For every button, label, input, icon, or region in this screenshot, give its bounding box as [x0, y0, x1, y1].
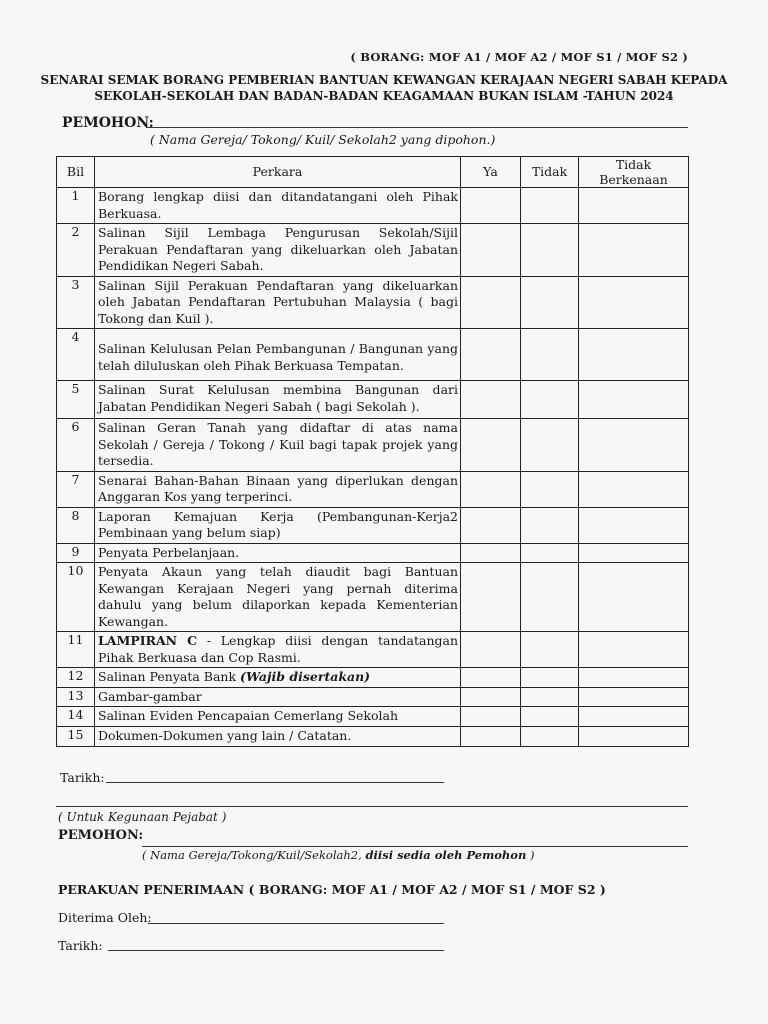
date-label: Tarikh: — [60, 770, 105, 785]
check-cell-ya[interactable] — [461, 632, 521, 668]
row-item-bold-italic: (Wajib disertakan) — [240, 669, 371, 684]
check-cell-ya[interactable] — [461, 507, 521, 543]
row-number: 8 — [57, 507, 95, 543]
received-by-line[interactable] — [148, 923, 444, 924]
row-item — [95, 726, 461, 746]
receipt-date-label: Tarikh: — [58, 938, 103, 953]
header-tidak: Tidak — [521, 157, 579, 188]
row-item-text: Salinan Sijil Lembaga Pengurusan Sekolah/Sijil Perakuan Pendaftaran yang dikeluarkan oleh Jabatan Pendidikan Negeri Sabah. — [98, 225, 458, 273]
check-cell-tidak[interactable] — [521, 668, 579, 688]
row-item — [95, 224, 461, 277]
check-cell-tidak[interactable] — [521, 543, 579, 563]
table-row — [57, 419, 689, 472]
checklist-table — [56, 156, 689, 747]
received-by-label: Diterima Oleh: — [58, 910, 152, 925]
row-number: 4 — [57, 329, 95, 381]
check-cell-ya[interactable] — [461, 668, 521, 688]
row-item-text: Salinan Surat Kelulusan membina Bangunan dari Jabatan Pendidikan Negeri Sabah ( bagi Sekolah ). — [98, 382, 458, 414]
check-cell-ya[interactable] — [461, 543, 521, 563]
row-item-text: Salinan Penyata Bank — [98, 669, 241, 684]
applicant-input-line[interactable] — [146, 127, 688, 128]
row-item-text: Salinan Sijil Perakuan Pendaftaran yang dikeluarkan oleh Jabatan Pendaftaran Pertubuhan Malaysia ( bagi Tokong dan Kuil ). — [98, 277, 458, 326]
check-cell-tidak[interactable] — [521, 687, 579, 707]
row-item — [95, 563, 461, 632]
office-use-label: ( Untuk Kegunaan Pejabat ) — [58, 810, 227, 824]
check-cell-tidak-berkenaan[interactable] — [579, 632, 689, 668]
check-cell-tidak[interactable] — [521, 419, 579, 472]
check-cell-ya[interactable] — [461, 471, 521, 507]
row-item-bold: LAMPIRAN C — [98, 633, 198, 648]
row-item-text: Salinan Kelulusan Pelan Pembangunan / Bangunan yang telah diluluskan oleh Pihak Berkuasa Tempatan. — [98, 341, 458, 373]
header-ya: Ya — [461, 157, 521, 188]
check-cell-ya[interactable] — [461, 188, 521, 224]
applicant-label: PEMOHON: — [62, 115, 154, 131]
row-item — [95, 276, 461, 329]
table-row — [57, 329, 689, 381]
check-cell-tidak-berkenaan[interactable] — [579, 543, 689, 563]
check-cell-ya[interactable] — [461, 276, 521, 329]
row-item — [95, 668, 461, 688]
row-number: 7 — [57, 471, 95, 507]
check-cell-ya[interactable] — [461, 726, 521, 746]
table-row — [57, 668, 689, 688]
table-row — [57, 188, 689, 224]
table-row — [57, 632, 689, 668]
table-row — [57, 381, 689, 419]
row-item-text: Dokumen-Dokumen yang lain / Catatan. — [98, 727, 352, 743]
table-row — [57, 563, 689, 632]
header-perkara: Perkara — [95, 157, 461, 188]
row-item — [95, 329, 461, 381]
check-cell-tidak[interactable] — [521, 471, 579, 507]
office-applicant-hint — [142, 848, 534, 862]
check-cell-ya[interactable] — [461, 224, 521, 277]
row-item-text: Gambar-gambar — [98, 688, 202, 704]
check-cell-tidak[interactable] — [521, 632, 579, 668]
row-item — [95, 188, 461, 224]
form-code: ( BORANG: MOF A1 / MOF A2 / MOF S1 / MOF S2 ) — [350, 50, 688, 64]
office-applicant-line[interactable] — [142, 846, 688, 847]
row-item-text: Laporan Kemajuan Kerja (Pembangunan-Kerja2 Pembinaan yang belum siap) — [98, 508, 458, 540]
row-item-text: Borang lengkap diisi dan ditandatangani oleh Pihak Berkuasa. — [98, 189, 458, 221]
table-row — [57, 471, 689, 507]
row-item — [95, 507, 461, 543]
row-number: 11 — [57, 632, 95, 668]
row-number: 1 — [57, 188, 95, 224]
office-hint-bold: diisi sedia oleh Pemohon — [365, 848, 527, 862]
applicant-hint: ( Nama Gereja/ Tokong/ Kuil/ Sekolah2 yang dipohon.) — [150, 132, 496, 147]
check-cell-tidak[interactable] — [521, 563, 579, 632]
row-number: 15 — [57, 726, 95, 746]
row-number: 5 — [57, 381, 95, 419]
check-cell-tidak[interactable] — [521, 507, 579, 543]
header-bil: Bil — [57, 157, 95, 188]
check-cell-tidak-berkenaan[interactable] — [579, 507, 689, 543]
table-row — [57, 726, 689, 746]
row-item — [95, 471, 461, 507]
check-cell-ya[interactable] — [461, 687, 521, 707]
row-number: 14 — [57, 707, 95, 727]
check-cell-ya[interactable] — [461, 563, 521, 632]
row-item-text: Penyata Akaun yang telah diaudit bagi Bantuan Kewangan Kerajaan Negeri yang pernah diterima dahulu yang belum dilaporkan kepada Kementerian Kewangan. — [98, 564, 458, 629]
title-line-1: SENARAI SEMAK BORANG PEMBERIAN BANTUAN KEWANGAN KERAJAAN NEGERI SABAH KEPADA — [40, 73, 728, 87]
table-row — [57, 543, 689, 563]
check-cell-tidak-berkenaan[interactable] — [579, 707, 689, 727]
check-cell-ya[interactable] — [461, 329, 521, 381]
row-item — [95, 707, 461, 727]
row-item — [95, 543, 461, 563]
office-hint-end: ) — [526, 848, 535, 862]
table-row — [57, 224, 689, 277]
row-number: 2 — [57, 224, 95, 277]
table-row — [57, 276, 689, 329]
header-tidak-berkenaan: Tidak Berkenaan — [579, 157, 689, 188]
row-item — [95, 419, 461, 472]
check-cell-tidak-berkenaan[interactable] — [579, 471, 689, 507]
check-cell-tidak[interactable] — [521, 329, 579, 381]
row-number: 3 — [57, 276, 95, 329]
check-cell-ya[interactable] — [461, 707, 521, 727]
check-cell-tidak[interactable] — [521, 707, 579, 727]
title-line-2: SEKOLAH-SEKOLAH DAN BADAN-BADAN KEAGAMAAN BUKAN ISLAM -TAHUN 2024 — [94, 89, 674, 103]
table-header-row — [57, 157, 689, 188]
row-item-text: Senarai Bahan-Bahan Binaan yang diperlukan dengan Anggaran Kos yang terperinci. — [98, 472, 458, 504]
row-number: 12 — [57, 668, 95, 688]
row-item-text: Salinan Eviden Pencapaian Cemerlang Sekolah — [98, 708, 399, 723]
row-number: 9 — [57, 543, 95, 563]
document-title — [0, 72, 768, 104]
table-row — [57, 507, 689, 543]
row-item — [95, 381, 461, 419]
check-cell-tidak-berkenaan[interactable] — [579, 668, 689, 688]
row-number: 10 — [57, 563, 95, 632]
section-divider — [56, 806, 688, 807]
office-applicant-label: PEMOHON: — [58, 828, 144, 843]
check-cell-tidak-berkenaan[interactable] — [579, 726, 689, 746]
table-row — [57, 687, 689, 707]
check-cell-ya[interactable] — [461, 381, 521, 419]
check-cell-tidak-berkenaan[interactable] — [579, 381, 689, 419]
office-hint-plain: ( Nama Gereja/Tokong/Kuil/Sekolah2, — [142, 848, 366, 862]
check-cell-tidak[interactable] — [521, 381, 579, 419]
row-item — [95, 687, 461, 707]
row-item — [95, 632, 461, 668]
check-cell-tidak-berkenaan[interactable] — [579, 563, 689, 632]
check-cell-tidak-berkenaan[interactable] — [579, 419, 689, 472]
check-cell-tidak[interactable] — [521, 726, 579, 746]
row-item-text: Salinan Geran Tanah yang didaftar di atas nama Sekolah / Gereja / Tokong / Kuil bagi tapak projek yang tersedia. — [98, 420, 458, 468]
row-number: 13 — [57, 687, 95, 707]
row-item-text: - Lengkap diisi dengan tandatangan Pihak Berkuasa dan Cop Rasmi. — [98, 633, 459, 665]
receipt-heading: PERAKUAN PENERIMAAN ( BORANG: MOF A1 / MOF A2 / MOF S1 / MOF S2 ) — [58, 882, 606, 897]
table-row — [57, 707, 689, 727]
check-cell-tidak-berkenaan[interactable] — [579, 329, 689, 381]
check-cell-tidak[interactable] — [521, 276, 579, 329]
check-cell-tidak-berkenaan[interactable] — [579, 224, 689, 277]
receipt-date-line[interactable] — [108, 950, 444, 951]
check-cell-tidak[interactable] — [521, 224, 579, 277]
date-input-line[interactable] — [106, 782, 444, 783]
check-cell-tidak-berkenaan[interactable] — [579, 687, 689, 707]
check-cell-ya[interactable] — [461, 419, 521, 472]
check-cell-tidak-berkenaan[interactable] — [579, 188, 689, 224]
row-number: 6 — [57, 419, 95, 472]
check-cell-tidak[interactable] — [521, 188, 579, 224]
row-item-text: Penyata Perbelanjaan. — [98, 544, 240, 560]
check-cell-tidak-berkenaan[interactable] — [579, 276, 689, 329]
